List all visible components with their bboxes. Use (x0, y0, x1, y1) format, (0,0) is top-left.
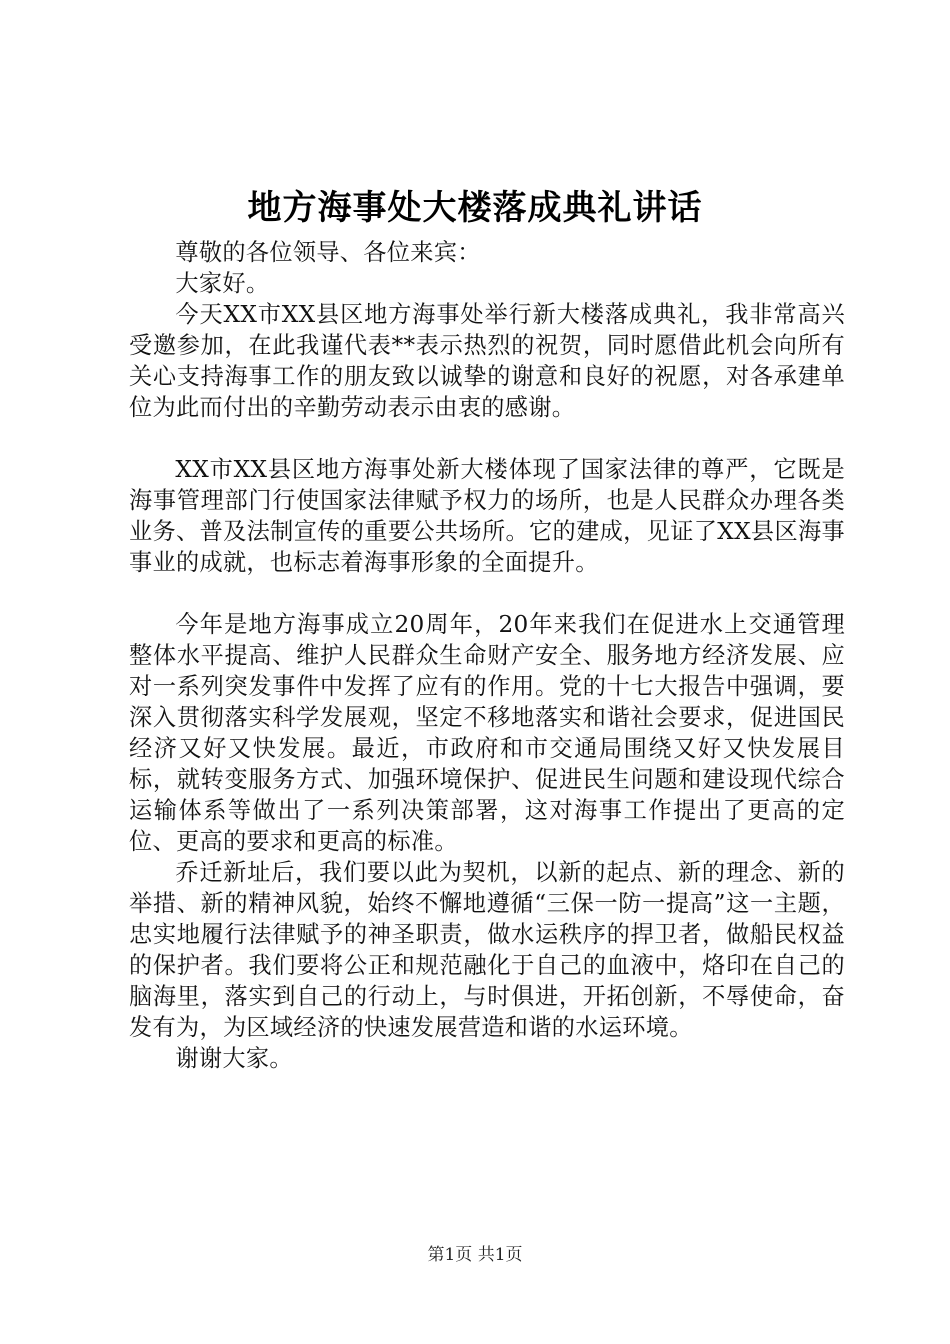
paragraph-spacer (129, 578, 845, 609)
paragraph-spacer (129, 423, 845, 454)
document-body (129, 237, 845, 1074)
document-title: 地方海事处大楼落成典礼讲话 (247, 188, 703, 228)
page-number-footer: 第1页 共1页 (427, 1245, 523, 1265)
paragraph-commitment: 乔迁新址后，我们要以此为契机，以新的起点、新的理念、新的举措、新的精神风貌，始终不懈地遵循“三保一防一提高”这一主题，忠实地履行法律赋予的神圣职责，做水运秩序的捍卫者，做船民权益的保护者。我们要将公正和规范融化于自己的血液中，烙印在自己的脑海里，落实到自己的行动上，与时俱进，开拓创新，不辱使命，奋发有为，为区域经济的快速发展营造和谐的水运环境。 (129, 859, 845, 1041)
greeting: 大家好。 (175, 270, 270, 297)
paragraph-building: XX市XX县区地方海事处新大楼体现了国家法律的尊严，它既是海事管理部门行使国家法律赋予权力的场所，也是人民群众办理各类业务、普及法制宣传的重要公共场所。它的建成，见证了XX县区海事事业的成就，也标志着海事形象的全面提升。 (129, 456, 845, 576)
closing-line: 谢谢大家。 (175, 1045, 293, 1072)
paragraph-anniversary: 今年是地方海事成立20周年，20年来我们在促进水上交通管理整体水平提高、维护人民群众生命财产安全、服务地方经济发展、应对一系列突发事件中发挥了应有的作用。党的十七大报告中强调，要深入贯彻落实科学发展观，坚定不移地落实和谐社会要求，促进国民经济又好又快发展。最近，市政府和市交通局围绕又好又快发展目标，就转变服务方式、加强环境保护、促进民生问题和建设现代综合运输体系等做出了一系列决策部署，这对海事工作提出了更高的定位、更高的要求和更高的标准。 (129, 611, 845, 855)
salutation: 尊敬的各位领导、各位来宾： (175, 239, 481, 266)
paragraph-opening: 今天XX市XX县区地方海事处举行新大楼落成典礼，我非常高兴受邀参加，在此我谨代表**表示热烈的祝贺，同时愿借此机会向所有关心支持海事工作的朋友致以诚挚的谢意和良好的祝愿，对各承建单位为此而付出的辛勤劳动表示由衷的感谢。 (129, 301, 845, 421)
